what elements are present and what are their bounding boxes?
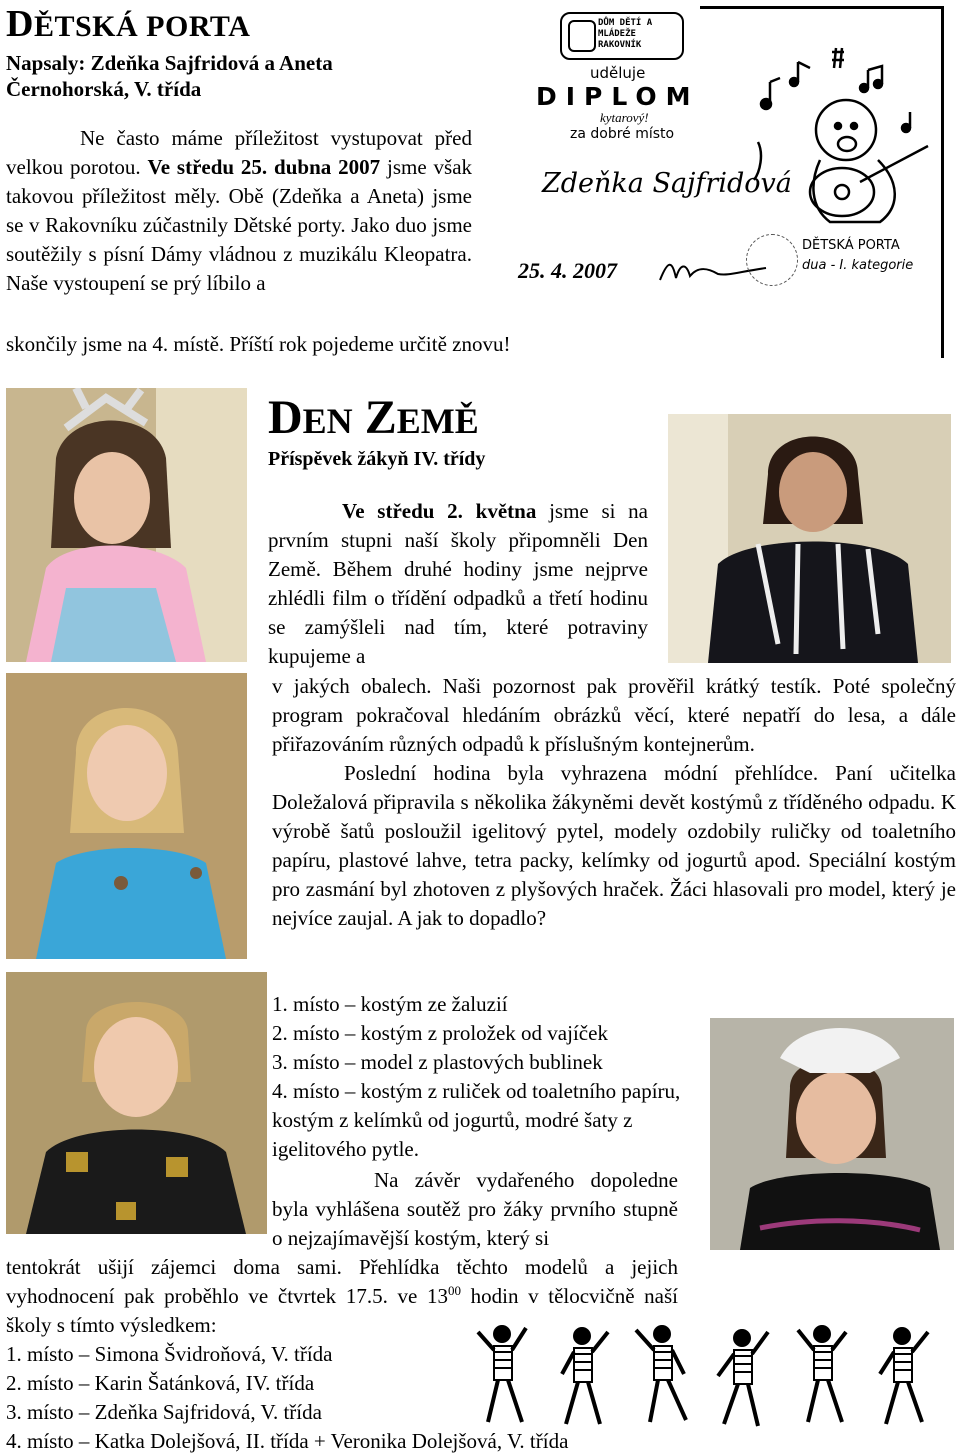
list-item: 3. místo – Zdeňka Sajfridová, V. třída <box>6 1400 322 1424</box>
diploma-title: DIPLOM <box>536 82 700 111</box>
article2-paragraph-2: v jakých obalech. Naši pozornost pak prověřil krátký testík. Poté společný program pokračoval hledáním obrázků věcí, které nepatří do lesa, a dále přiřazováním různých odpadů k příslušným kontejnerům. Poslední hodina byla vyhrazena módní přehlídce. Paní učitelka Doležalová připravila s několika žákyněmi devět kostýmů z tříděného odpadu. K výrobě šatů posloužil igelitový pytel, modely ozdobily ruličky od toaletního papíru, plastové lahve, tetra packy, kelímky od jogurtů apod. Speciální kostým pro zasmání byl zhotoven z plyšových hraček. Žáci hlasovali pro model, který je nejvíce zaujal. A jak to dopadlo? <box>272 674 956 930</box>
article2-paragraph-4: tentokrát ušijí zájemci doma sami. Přehlídka těchto modelů a jejich vyhodnocení pak proběhlo ve čtvrtek 17.5. ve $13^{00}$ hodin v tělocvičně naší školy s tímto výsledkem: <box>6 1255 679 1337</box>
article1-authors: Napsaly: Zdeňka Sajfridová a Aneta Černohorská, V. třída <box>6 51 333 101</box>
ddm-stamp: DŮM DĚTÍ A MLÁDEŽE RAKOVNÍK <box>560 12 684 60</box>
article2-paragraph-1: Ve středu 2. května jsme si na prvním stupni naší školy připomněli Den Země. Během druhé hodiny jsme nejprve zhlédli film o třídění odpadků a třetí hodinu se zamýšleli nad tím, které potraviny kupujeme a <box>268 499 649 668</box>
article2-paragraph-3: Na závěr vydařeného dopoledne byla vyhlášena soutěž pro žáky prvního stupně o nejzajímavější kostým, který si <box>272 1168 678 1250</box>
diploma-udeluje: uděluje <box>590 64 646 82</box>
photo-girl-bow-costume <box>710 1018 954 1250</box>
diploma-za-misto: za dobré místo <box>570 126 675 142</box>
dancing-figures-icon <box>452 1322 958 1430</box>
diploma-date: 25. 4. 2007 <box>518 258 617 283</box>
photo-girl-black-costume <box>668 414 951 663</box>
seal-icon <box>746 234 798 286</box>
list-item: 3. místo – model z plastových bublinek <box>272 1050 603 1074</box>
article1-paragraph: Ne často máme příležitost vystupovat před velkou porotou. Ve středu 25. dubna 2007 jsme však takovou příležitost měly. Obě (Zdeňka a Aneta) jsme se v Rakovníku zúčastnily Dětské porty. Jako duo jsme soutěžily s písní Dámy vládnou z muzikálu Kleopatra. Naše vystoupení se prý líbilo a <box>6 126 473 295</box>
diploma-name: Zdeňka Sajfridová <box>542 168 792 199</box>
photo-girl-blue-dress <box>6 673 247 959</box>
article1-title: DĚTSKÁ PORTA <box>6 3 251 45</box>
diploma-event-label: DĚTSKÁ PORTA dua - I. kategorie <box>802 238 914 273</box>
list-item: 4. místo – Katka Dolejšová, II. třída + Veronika Dolejšová, V. třída <box>6 1429 569 1453</box>
article1-paragraph-last-line: skončily jsme na 4. místě. Příští rok pojedeme určitě znovu! <box>6 332 511 356</box>
photo-boy-black-costume <box>6 972 267 1234</box>
article2-title: DEN ZEMĚ <box>268 391 479 444</box>
list-item: 4. místo – kostým z ruliček od toaletního papíru, kostým z kelímků od jogurtů, modré šaty z igelitového pytle. <box>272 1079 681 1161</box>
list-item: 1. místo – Simona Švidroňová, V. třída <box>6 1342 333 1366</box>
photo-girl-headdress <box>6 388 247 662</box>
list-item: 2. místo – Karin Šatánková, IV. třída <box>6 1371 315 1395</box>
diploma-image <box>518 6 944 358</box>
list-item: 2. místo – kostým z proložek od vajíček <box>272 1021 608 1045</box>
diploma-handwritten-note: kytarový! <box>600 110 649 125</box>
stamp-logo-icon <box>568 20 596 52</box>
article2-subtitle: Příspěvek žákyň IV. třídy <box>268 448 486 470</box>
costume-results-list <box>272 990 692 1164</box>
singing-guitarist-icon <box>750 42 940 232</box>
list-item: 1. místo – kostým ze žaluzií <box>272 992 508 1016</box>
